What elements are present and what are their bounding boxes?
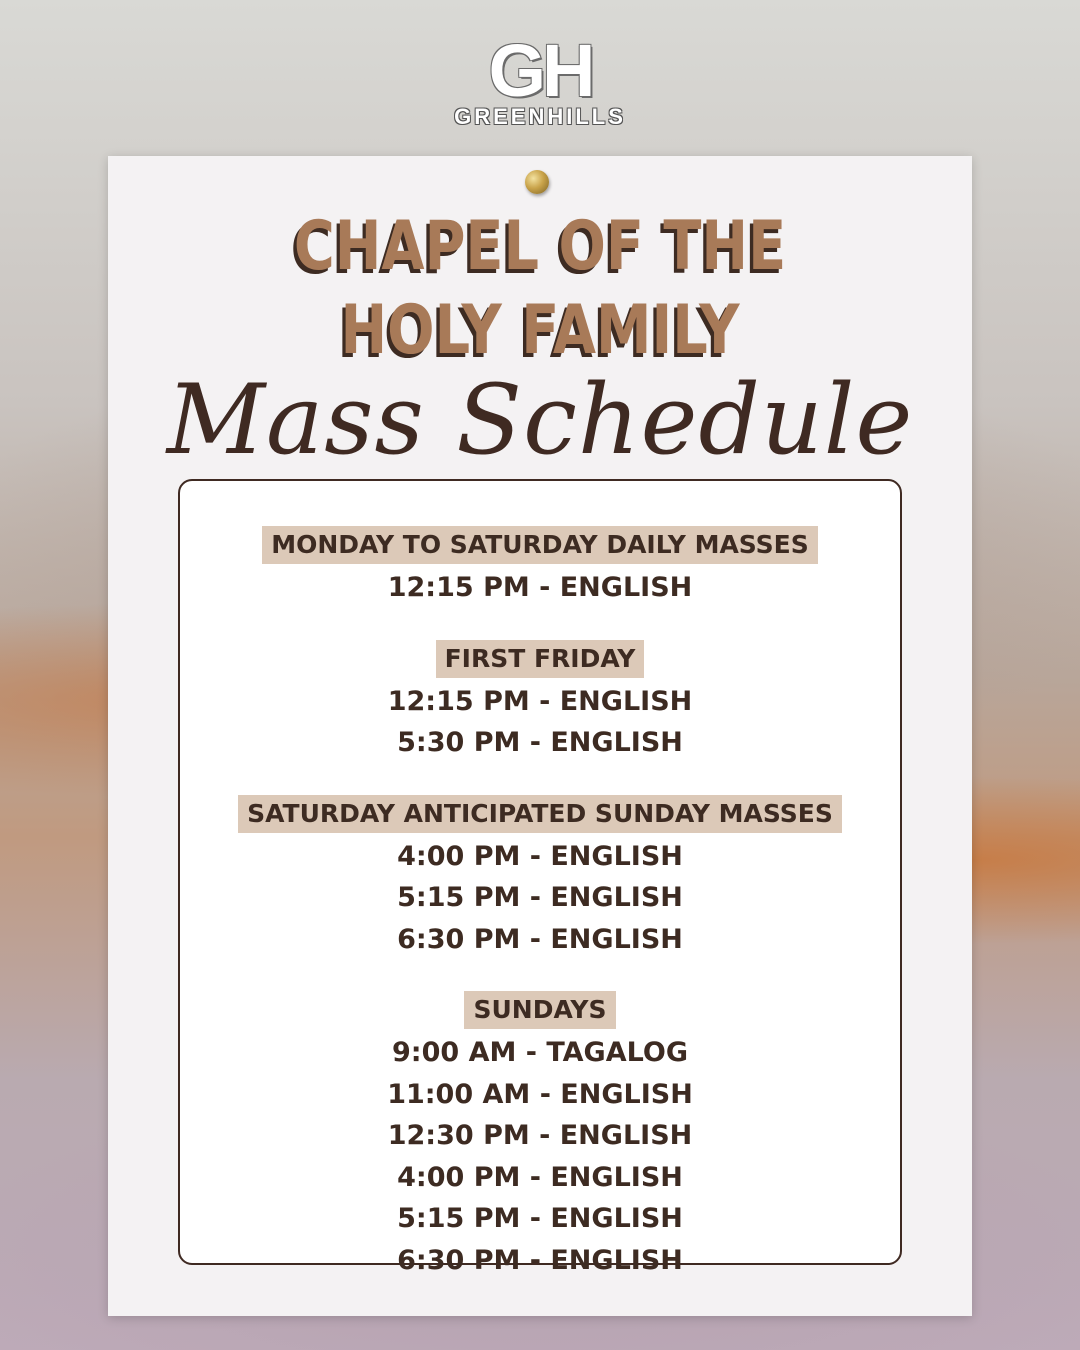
section-heading: SUNDAYS: [464, 991, 615, 1029]
section-saturday-anticipated: [178, 795, 902, 961]
logo-mark: GH: [488, 29, 592, 112]
pin-icon: [525, 170, 549, 194]
section-heading: SATURDAY ANTICIPATED SUNDAY MASSES: [238, 795, 842, 833]
section-first-friday: [178, 640, 902, 764]
mass-time: 4:00 PM - ENGLISH: [397, 1161, 683, 1193]
mass-time: 5:15 PM - ENGLISH: [397, 1203, 683, 1234]
mass-time: 9:00 AM - TAGALOG: [392, 1037, 688, 1068]
section-sundays: [178, 991, 902, 1281]
title-line-1: CHAPEL OF THE: [293, 207, 787, 286]
page-title: [97, 205, 983, 373]
section-heading: FIRST FRIDAY: [436, 640, 645, 678]
mass-time: 12:15 PM - ENGLISH: [387, 572, 693, 603]
mass-time: 12:30 PM - ENGLISH: [387, 1120, 693, 1151]
mass-time: 6:30 PM - ENGLISH: [397, 923, 683, 955]
mass-time: 5:15 PM - ENGLISH: [397, 882, 683, 913]
schedule-list: [178, 526, 902, 1281]
mass-time: 11:00 AM - ENGLISH: [387, 1078, 693, 1110]
title-line-2: HOLY FAMILY: [340, 291, 740, 370]
mass-time: 5:30 PM - ENGLISH: [397, 727, 683, 758]
mass-time: 4:00 PM - ENGLISH: [397, 840, 683, 872]
section-daily-masses: [178, 526, 902, 609]
greenhills-logo: [0, 29, 1080, 130]
mass-time: 6:30 PM - ENGLISH: [397, 1244, 683, 1276]
logo-wordmark: GREENHILLS: [454, 104, 626, 129]
mass-time: 12:15 PM - ENGLISH: [387, 685, 693, 717]
mass-schedule-heading: Mass Schedule: [166, 364, 914, 476]
section-heading: MONDAY TO SATURDAY DAILY MASSES: [262, 526, 818, 564]
